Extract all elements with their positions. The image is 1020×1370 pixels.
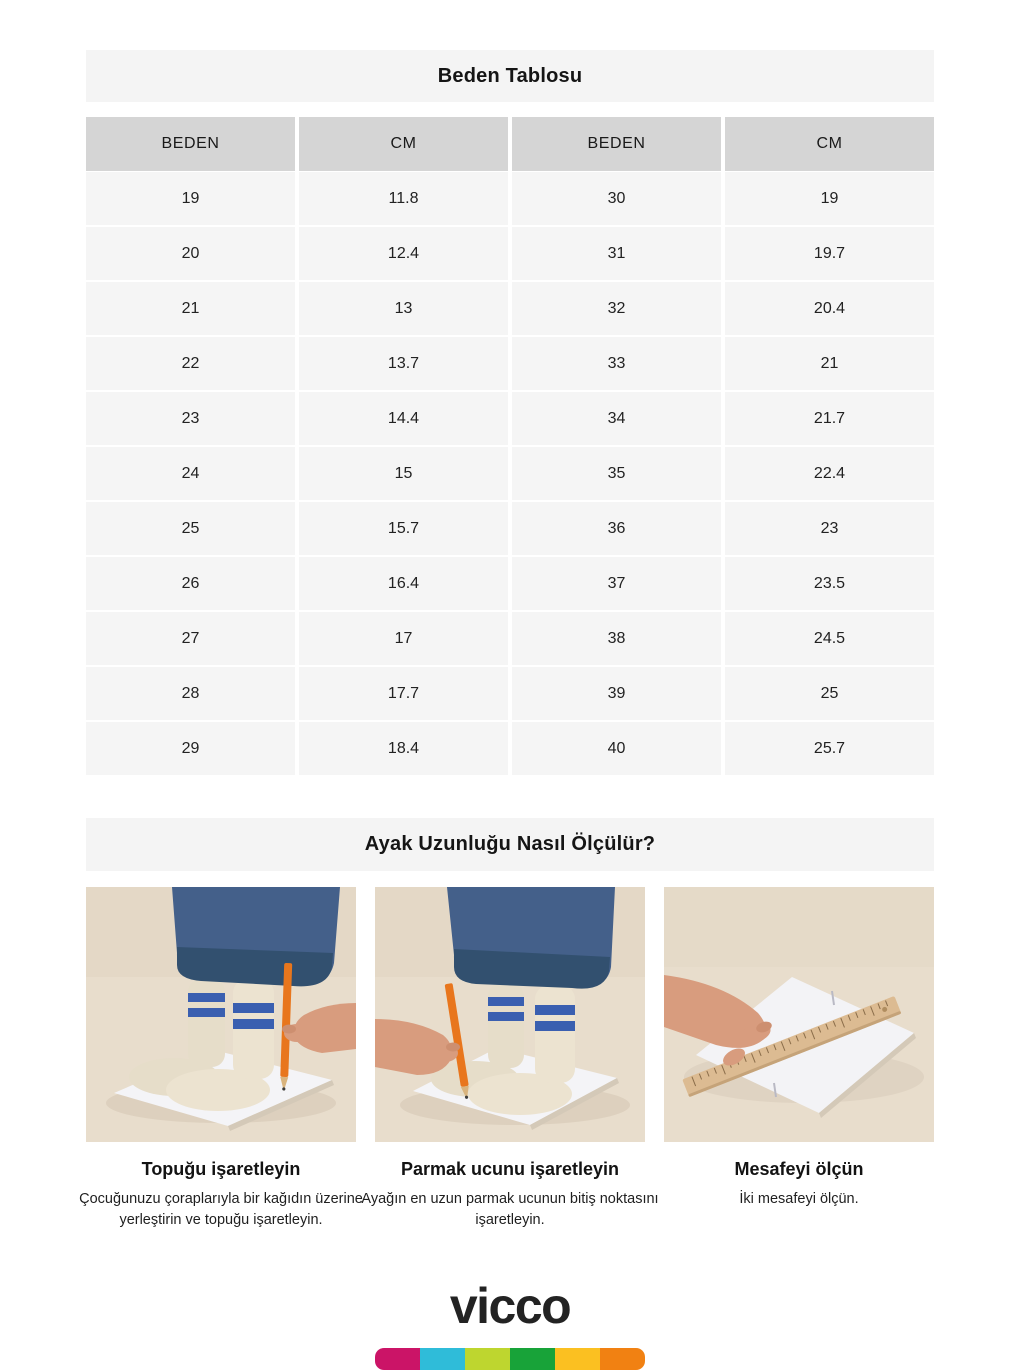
size-cell: 19 — [725, 172, 934, 225]
size-cell: 25.7 — [725, 722, 934, 775]
size-cell: 17.7 — [299, 667, 508, 720]
step-title: Parmak ucunu işaretleyin — [400, 1159, 620, 1179]
size-table-header: BEDEN — [86, 117, 295, 171]
brand-bar-segment — [375, 1348, 420, 1370]
footer — [86, 1277, 934, 1370]
size-table-header: BEDEN — [512, 117, 721, 171]
size-cell: 33 — [512, 337, 721, 390]
brand-bar-segment — [510, 1348, 555, 1370]
size-cell: 19 — [86, 172, 295, 225]
size-cell: 36 — [512, 502, 721, 555]
size-cell: 27 — [86, 612, 295, 665]
size-cell: 40 — [512, 722, 721, 775]
size-table — [86, 117, 934, 775]
heel-mark-photo — [86, 887, 356, 1142]
ruler-measure-photo — [664, 887, 934, 1142]
size-cell: 21 — [86, 282, 295, 335]
step-description: Çocuğunuzu çoraplarıyla bir kağıdın üzerine yerleştirin ve topuğu işaretleyin. — [79, 1191, 363, 1229]
step-description: İki mesafeyi ölçün. — [739, 1191, 859, 1207]
size-cell: 15.7 — [299, 502, 508, 555]
measure-title-band — [86, 818, 934, 871]
size-cell: 25 — [725, 667, 934, 720]
size-cell: 21 — [725, 337, 934, 390]
size-cell: 23 — [86, 392, 295, 445]
size-cell: 34 — [512, 392, 721, 445]
size-cell: 20.4 — [725, 282, 934, 335]
size-cell: 30 — [512, 172, 721, 225]
size-table-header: CM — [725, 117, 934, 171]
size-guide-page — [79, 0, 934, 1370]
size-table-header: CM — [299, 117, 508, 171]
size-cell: 14.4 — [299, 392, 508, 445]
size-cell: 18.4 — [299, 722, 508, 775]
measure-step-toe — [361, 887, 659, 1231]
measure-step-heel — [79, 887, 363, 1231]
size-cell: 31 — [512, 227, 721, 280]
size-cell: 13 — [299, 282, 508, 335]
size-cell: 22 — [86, 337, 295, 390]
brand-bar-segment — [465, 1348, 510, 1370]
size-cell: 21.7 — [725, 392, 934, 445]
size-cell: 22.4 — [725, 447, 934, 500]
size-cell: 32 — [512, 282, 721, 335]
size-cell: 35 — [512, 447, 721, 500]
size-cell: 12.4 — [299, 227, 508, 280]
measure-step-distance — [664, 887, 934, 1231]
size-cell: 28 — [86, 667, 295, 720]
size-cell: 24.5 — [725, 612, 934, 665]
size-cell: 23 — [725, 502, 934, 555]
brand-color-bar — [375, 1348, 645, 1370]
size-cell: 29 — [86, 722, 295, 775]
size-cell: 16.4 — [299, 557, 508, 610]
size-cell: 38 — [512, 612, 721, 665]
size-cell: 39 — [512, 667, 721, 720]
size-table-title: Beden Tablosu — [437, 64, 583, 87]
size-cell: 37 — [512, 557, 721, 610]
size-cell: 26 — [86, 557, 295, 610]
toe-mark-photo — [375, 887, 645, 1142]
measure-steps — [79, 887, 934, 1231]
size-cell: 11.8 — [299, 172, 508, 225]
size-cell: 19.7 — [725, 227, 934, 280]
step-title: Topuğu işaretleyin — [141, 1159, 301, 1179]
brand-bar-segment — [420, 1348, 465, 1370]
size-cell: 20 — [86, 227, 295, 280]
step-description: Ayağın en uzun parmak ucunun bitiş noktasını işaretleyin. — [361, 1191, 659, 1229]
size-cell: 23.5 — [725, 557, 934, 610]
measure-section-title: Ayak Uzunluğu Nasıl Ölçülür? — [364, 833, 656, 855]
step-title: Mesafeyi ölçün — [734, 1159, 864, 1179]
size-table-title-band — [86, 50, 934, 102]
size-cell: 25 — [86, 502, 295, 555]
brand-bar-segment — [600, 1348, 645, 1370]
brand-logo: vicco — [449, 1278, 571, 1335]
size-cell: 24 — [86, 447, 295, 500]
brand-bar-segment — [555, 1348, 600, 1370]
size-cell: 17 — [299, 612, 508, 665]
size-cell: 15 — [299, 447, 508, 500]
size-cell: 13.7 — [299, 337, 508, 390]
